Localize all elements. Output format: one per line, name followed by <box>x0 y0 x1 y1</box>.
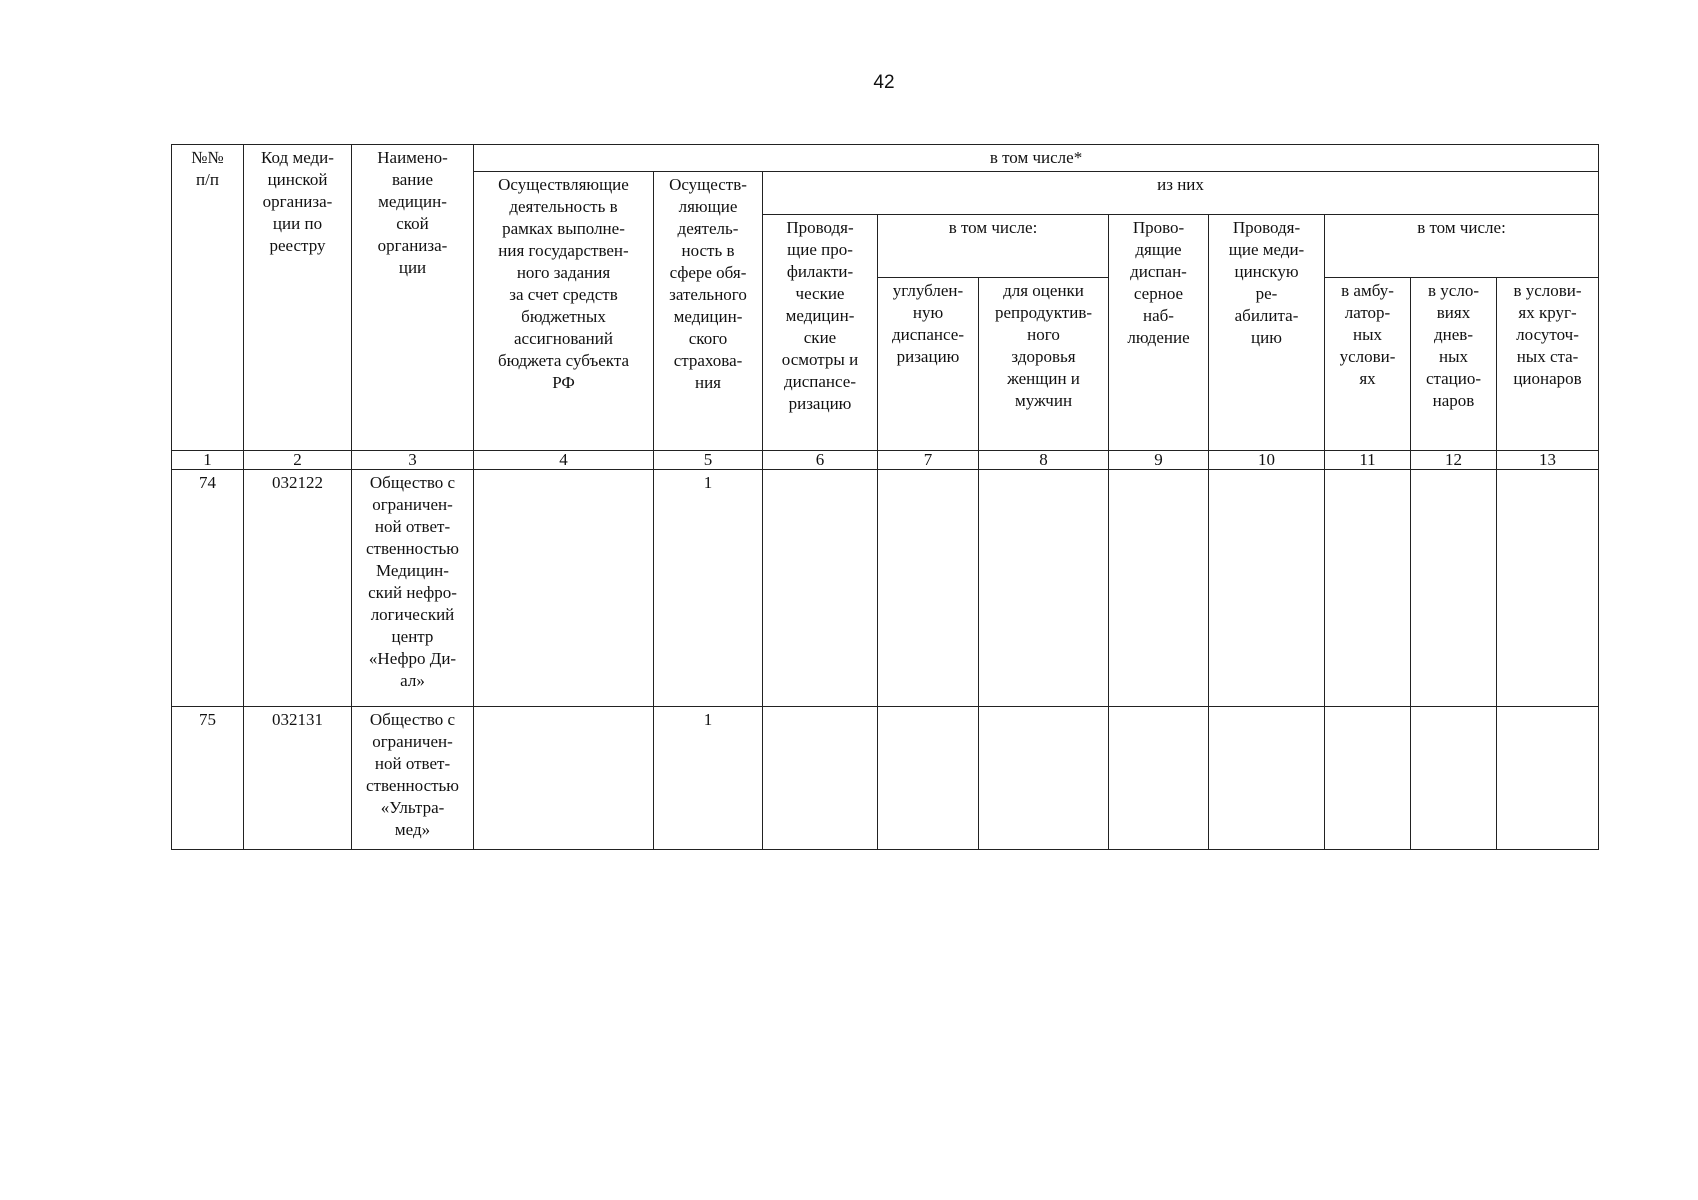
organizations-table <box>171 144 1599 850</box>
row-cell <box>878 470 979 707</box>
row-cell <box>474 707 654 850</box>
header-in-depth-dispensary: углублен- ную диспансе- ризацию <box>878 278 979 451</box>
table-row <box>172 707 1599 850</box>
header-number: №№ п/п <box>172 145 244 451</box>
row-number: 74 <box>172 470 244 707</box>
header-24h-hospital: в услови- ях круг- лосуточ- ных ста- ционаров <box>1497 278 1599 451</box>
column-number: 3 <box>352 451 474 470</box>
column-number: 12 <box>1411 451 1497 470</box>
row-cell <box>1209 707 1325 850</box>
row-cell: 1 <box>654 707 763 850</box>
row-cell <box>1109 707 1209 850</box>
header-dispensary-observation: Прово- дящие диспан- серное наб- людение <box>1109 215 1209 451</box>
row-cell: 1 <box>654 470 763 707</box>
header-in-total-b: в том числе: <box>1325 215 1599 278</box>
column-number: 2 <box>244 451 352 470</box>
row-cell <box>979 470 1109 707</box>
column-number: 7 <box>878 451 979 470</box>
header-state-assignment: Осуществляющие деятельность в рамках выполне- ния государствен- ного задания за счет средств бюджетных ассигнований бюджета субъекта РФ <box>474 172 654 451</box>
header-oms: Осуществ- ляющие деятель- ность в сфере обя- зательного медицин- ского страхова- ния <box>654 172 763 451</box>
row-code: 032131 <box>244 707 352 850</box>
header-of-them: из них <box>763 172 1599 215</box>
row-cell <box>1109 470 1209 707</box>
row-cell <box>1325 470 1411 707</box>
row-cell <box>1411 470 1497 707</box>
row-cell <box>1411 707 1497 850</box>
row-cell <box>1325 707 1411 850</box>
table-row <box>172 470 1599 707</box>
row-code: 032122 <box>244 470 352 707</box>
row-cell <box>1209 470 1325 707</box>
column-number: 10 <box>1209 451 1325 470</box>
column-number: 11 <box>1325 451 1411 470</box>
header-rehabilitation: Проводя- щие меди- цинскую ре- абилита- цию <box>1209 215 1325 451</box>
row-number: 75 <box>172 707 244 850</box>
row-cell <box>878 707 979 850</box>
column-number: 4 <box>474 451 654 470</box>
row-org-name: Общество с ограничен- ной ответ- ственностью Медицин- ский нефро- логический центр «Нефро Ди- ал» <box>352 470 474 707</box>
column-number: 5 <box>654 451 763 470</box>
header-code: Код меди- цинской организа- ции по реестру <box>244 145 352 451</box>
header-preventive-exams: Проводя- щие про- филакти- ческие медицин- ские осмотры и диспансе- ризацию <box>763 215 878 451</box>
header-name: Наимено- вание медицин- ской организа- ции <box>352 145 474 451</box>
row-org-name: Общество с ограничен- ной ответ- ственностью «Ультра- мед» <box>352 707 474 850</box>
header-reproductive-health: для оценки репродуктив- ного здоровья женщин и мужчин <box>979 278 1109 451</box>
header-in-total-a: в том числе: <box>878 215 1109 278</box>
row-cell <box>763 470 878 707</box>
column-number: 6 <box>763 451 878 470</box>
row-cell <box>763 707 878 850</box>
header-in-total: в том числе* <box>474 145 1599 172</box>
header-day-hospital: в усло- виях днев- ных стацио- наров <box>1411 278 1497 451</box>
column-number: 8 <box>979 451 1109 470</box>
page-number: 42 <box>873 72 895 93</box>
row-cell <box>1497 470 1599 707</box>
column-numbers-row <box>172 451 1599 470</box>
column-number: 9 <box>1109 451 1209 470</box>
column-number: 13 <box>1497 451 1599 470</box>
row-cell <box>474 470 654 707</box>
row-cell <box>979 707 1109 850</box>
column-number: 1 <box>172 451 244 470</box>
header-outpatient: в амбу- латор- ных услови- ях <box>1325 278 1411 451</box>
row-cell <box>1497 707 1599 850</box>
